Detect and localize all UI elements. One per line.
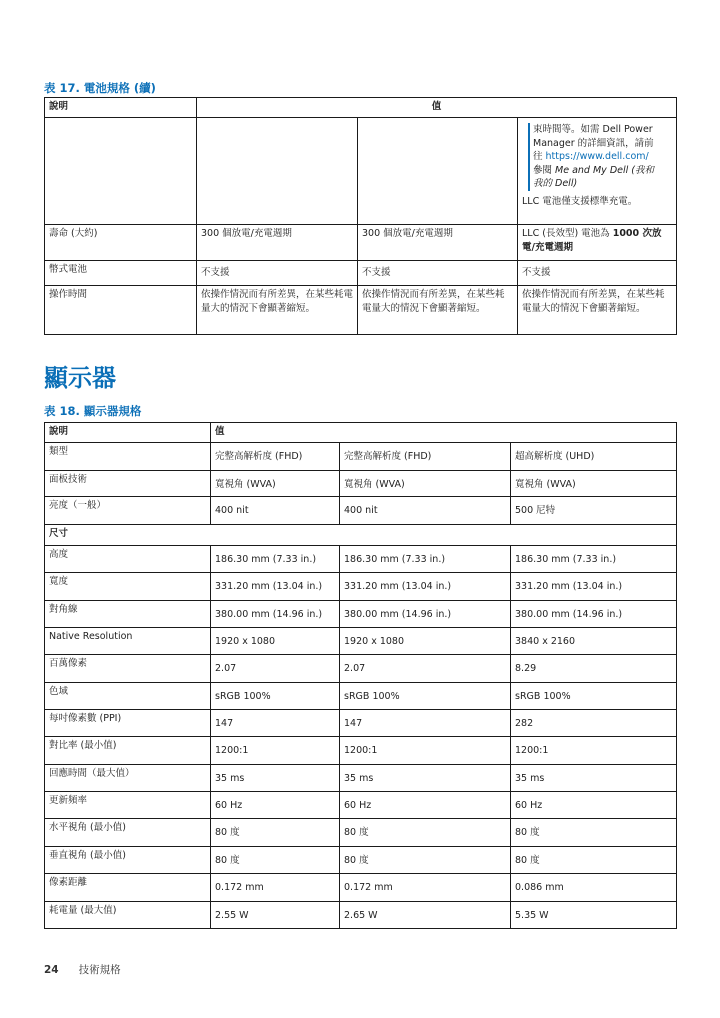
row-label: 色域 (45, 683, 211, 710)
row-value: 60 Hz (340, 792, 511, 819)
row-value: 1200:1 (340, 737, 511, 765)
row-label: 回應時間（最大值） (45, 765, 211, 792)
row-value: 331.20 mm (13.04 in.) (340, 573, 511, 601)
table-row (45, 765, 677, 792)
row-value: 寬視角 (WVA) (340, 471, 511, 497)
table-row (45, 573, 677, 601)
section-title: 顯示器 (44, 364, 116, 392)
row-value: 500 尼特 (511, 497, 677, 525)
row-value: 380.00 mm (14.96 in.) (340, 601, 511, 628)
subheader-row (45, 525, 677, 546)
row-value: 2.55 W (211, 902, 340, 929)
row-value: 80 度 (340, 847, 511, 874)
table-row (45, 737, 677, 765)
row-value: 1200:1 (211, 737, 340, 765)
note-block: 束時間等。如需 Dell Power Manager 的詳細資訊，請前 往 https://www.dell.com/ 參閱 Me and My Dell (我和 我的 Dell) (528, 123, 672, 191)
table-header-row (45, 423, 677, 443)
row-value: 2.07 (340, 655, 511, 683)
table-row: 操作時間 依操作情況而有所差異，在某些耗電量大的情況下會顯著縮短。 依操作情況而有所差異，在某些耗電量大的情況下會顯著縮短。 依操作情況而有所差異，在某些耗電量大的情況下會顯著縮短。 (45, 286, 677, 335)
row-value: 186.30 mm (7.33 in.) (211, 546, 340, 573)
table-row (45, 118, 677, 225)
row-value: sRGB 100% (511, 683, 677, 710)
row-value: 80 度 (511, 819, 677, 847)
row-label: 亮度（一般） (45, 497, 211, 525)
row-label: 對角線 (45, 601, 211, 628)
row-label: 水平視角 (最小值) (45, 819, 211, 847)
row-value: 186.30 mm (7.33 in.) (511, 546, 677, 573)
dell-link[interactable]: https://www.dell.com/ (545, 151, 649, 162)
row-value: sRGB 100% (211, 683, 340, 710)
table18-caption: 表 18. 顯示器規格 (44, 404, 142, 418)
row-value: 1920 x 1080 (340, 628, 511, 655)
table-header-row (45, 98, 677, 118)
row-value: 60 Hz (511, 792, 677, 819)
table-row (45, 847, 677, 874)
row-value: 1920 x 1080 (211, 628, 340, 655)
table-row (45, 497, 677, 525)
table-row (45, 471, 677, 497)
header-value: 值 (197, 98, 677, 118)
page-number: 24 (44, 964, 59, 976)
row-value: 35 ms (511, 765, 677, 792)
table-row (45, 902, 677, 929)
table-row (45, 874, 677, 902)
table-row (45, 655, 677, 683)
table17-caption: 表 17. 電池規格 (續) (44, 81, 156, 95)
row-value: sRGB 100% (340, 683, 511, 710)
row-label: 更新頻率 (45, 792, 211, 819)
row-label: Native Resolution (45, 628, 211, 655)
table-row (45, 683, 677, 710)
table-row (45, 601, 677, 628)
row-value: 寬視角 (WVA) (511, 471, 677, 497)
row-value: 5.35 W (511, 902, 677, 929)
row-value: 80 度 (211, 847, 340, 874)
table-row (45, 792, 677, 819)
row-value: 80 度 (340, 819, 511, 847)
row-value: 35 ms (340, 765, 511, 792)
row-value: 400 nit (340, 497, 511, 525)
row-value: 331.20 mm (13.04 in.) (511, 573, 677, 601)
row-value: 80 度 (211, 819, 340, 847)
row-value: 2.07 (211, 655, 340, 683)
row-value: 1200:1 (511, 737, 677, 765)
display-spec-table (44, 422, 677, 929)
row-value: 完整高解析度 (FHD) (340, 443, 511, 471)
table-row (45, 546, 677, 573)
row-value: 380.00 mm (14.96 in.) (211, 601, 340, 628)
row-value: 400 nit (211, 497, 340, 525)
row-value: 147 (340, 710, 511, 737)
row-value: 60 Hz (211, 792, 340, 819)
row-label: 類型 (45, 443, 211, 471)
header-desc: 說明 (45, 98, 197, 118)
table-row (45, 443, 677, 471)
row-label: 百萬像素 (45, 655, 211, 683)
row-value: 186.30 mm (7.33 in.) (340, 546, 511, 573)
row-value: 超高解析度 (UHD) (511, 443, 677, 471)
row-label: 面板技術 (45, 471, 211, 497)
table-row (45, 628, 677, 655)
row-value: 3840 x 2160 (511, 628, 677, 655)
header-desc: 說明 (45, 423, 211, 443)
row-value: 8.29 (511, 655, 677, 683)
row-value: 80 度 (511, 847, 677, 874)
table-row: 壽命 (大約) 300 個放電/充電週期 300 個放電/充電週期 LLC (長效型) 電池為 1000 次放電/充電週期 (45, 225, 677, 261)
row-label: 寬度 (45, 573, 211, 601)
table-row (45, 710, 677, 737)
subheader-dimensions: 尺寸 (45, 525, 677, 546)
row-value: 380.00 mm (14.96 in.) (511, 601, 677, 628)
row-value: 35 ms (211, 765, 340, 792)
row-label: 垂直視角 (最小值) (45, 847, 211, 874)
row-label: 高度 (45, 546, 211, 573)
page-footer (44, 962, 121, 977)
row-label: 像素距離 (45, 874, 211, 902)
row-value: 0.172 mm (211, 874, 340, 902)
row-value: 331.20 mm (13.04 in.) (211, 573, 340, 601)
row-value: 0.172 mm (340, 874, 511, 902)
row-value: 2.65 W (340, 902, 511, 929)
row-value: 完整高解析度 (FHD) (211, 443, 340, 471)
row-label: 耗電量 (最大值) (45, 902, 211, 929)
header-value: 值 (211, 423, 677, 443)
table-row: 幣式電池 不支援 不支援 不支援 (45, 261, 677, 286)
row-label: 對比率 (最小值) (45, 737, 211, 765)
note-cell (518, 118, 677, 225)
row-label: 每吋像素數 (PPI) (45, 710, 211, 737)
footer-title: 技術規格 (78, 964, 121, 976)
table-row (45, 819, 677, 847)
row-value: 0.086 mm (511, 874, 677, 902)
row-value: 147 (211, 710, 340, 737)
row-value: 282 (511, 710, 677, 737)
row-value: 寬視角 (WVA) (211, 471, 340, 497)
llc-note: LLC 電池僅支援標準充電。 (522, 195, 638, 207)
battery-spec-table (44, 97, 677, 335)
